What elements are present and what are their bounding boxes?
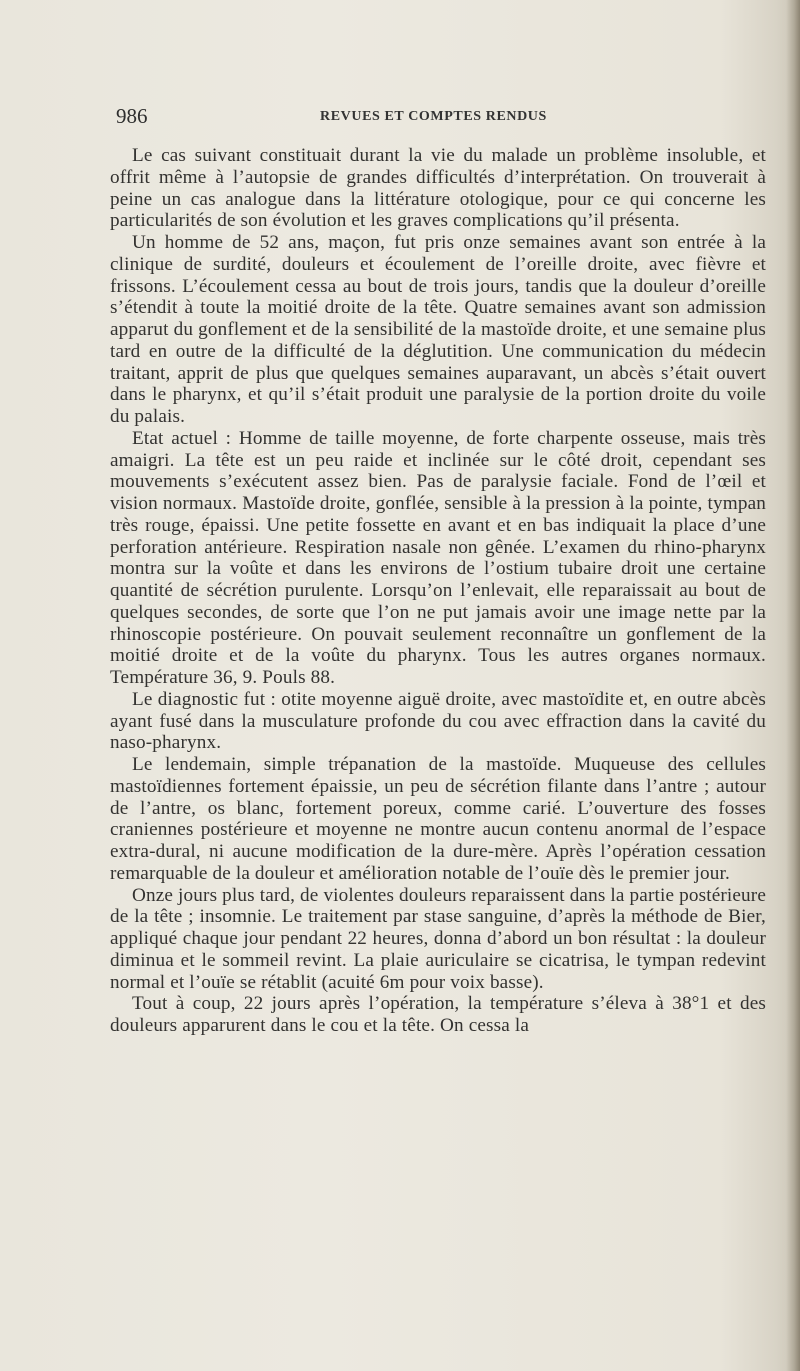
running-head: REVUES ET COMPTES RENDUS xyxy=(320,109,547,124)
body-text xyxy=(110,145,766,1037)
paragraph: Etat actuel : Homme de taille moyenne, de forte charpente osseuse, mais très amaigri. La tête est un peu raide et inclinée sur le côté droit, cependant ses mouvements s’exécutent assez bien. Pas de paralysie faciale. Fond de l’œil et vision normaux. Mastoïde droite, gonflée, sensible à la pression à la pointe, tympan très rouge, épaissi. Une petite fossette en avant et en bas indiquait la place d’une perforation antérieure. Respiration nasale non gênée. L’examen du rhino-pharynx montra sur la voûte et dans les environs de l’ostium tubaire droit une certaine quantité de sécrétion purulente. Lorsqu’on l’enlevait, elle reparaissait au bout de quelques secondes, de sorte que l’on ne put jamais avoir une image nette par la rhinoscopie postérieure. On pouvait seulement reconnaître un gonflement de la moitié droite et de la voûte du pharynx. Tous les autres organes normaux. Température 36, 9. Pouls 88. xyxy=(110,427,766,688)
paragraph: Le cas suivant constituait durant la vie du malade un problème insoluble, et offrit même à l’autopsie de grandes difficultés d’interprétation. On trouverait à peine un cas analogue dans la littérature otologique, pour ce qui concerne les particularités de son évolution et les graves complications qu’il présenta. xyxy=(110,145,766,232)
page-number: 986 xyxy=(116,104,148,128)
paragraph: Le diagnostic fut : otite moyenne aiguë droite, avec mastoïdite et, en outre abcès ayant fusé dans la musculature profonde du cou avec effraction dans la cavité du naso-pharynx. xyxy=(110,688,766,754)
paragraph: Un homme de 52 ans, maçon, fut pris onze semaines avant son entrée à la clinique de surdité, douleurs et écoulement de l’oreille droite, avec fièvre et frissons. L’écoulement cessa au bout de trois jours, tandis que la douleur d’oreille s’étendit à toute la moitié droite de la tête. Quatre semaines avant son admission apparut du gonflement et de la sensibilité de la mastoïde droite, et une semaine plus tard en outre de la difficulté de la déglutition. Une communication du médecin traitant, apprit de plus que quelques semaines auparavant, un abcès s’était ouvert dans le pharynx, et qu’il s’était produit une paralysie de la portion droite du voile du palais. xyxy=(110,232,766,427)
page-edge-shadow xyxy=(786,0,800,1371)
page-header xyxy=(116,100,766,130)
paragraph: Tout à coup, 22 jours après l’opération, la température s’éleva à 38°1 et des douleurs apparurent dans le cou et la tête. On cessa la xyxy=(110,993,766,1036)
paragraph: Onze jours plus tard, de violentes douleurs reparaissent dans la partie postérieure de la tête ; insomnie. Le traitement par stase sanguine, d’après la méthode de Bier, appliqué chaque jour pendant 22 heures, donna d’abord un bon résultat : la douleur diminua et le sommeil revint. La plaie auriculaire se cicatrisa, le tympan redevint normal et l’ouïe se rétablit (acuité 6m pour voix basse). xyxy=(110,884,766,993)
paragraph: Le lendemain, simple trépanation de la mastoïde. Muqueuse des cellules mastoïdiennes fortement épaissie, un peu de sécrétion filante dans l’antre ; autour de l’antre, os blanc, fortement poreux, comme carié. L’ouverture des fosses craniennes postérieure et moyenne ne montre aucun contenu anormal de l’espace extra-dural, ni aucune modification de la dure-mère. Après l’opération cessation remarquable de la douleur et amélioration notable de l’ouïe dès le premier jour. xyxy=(110,754,766,884)
